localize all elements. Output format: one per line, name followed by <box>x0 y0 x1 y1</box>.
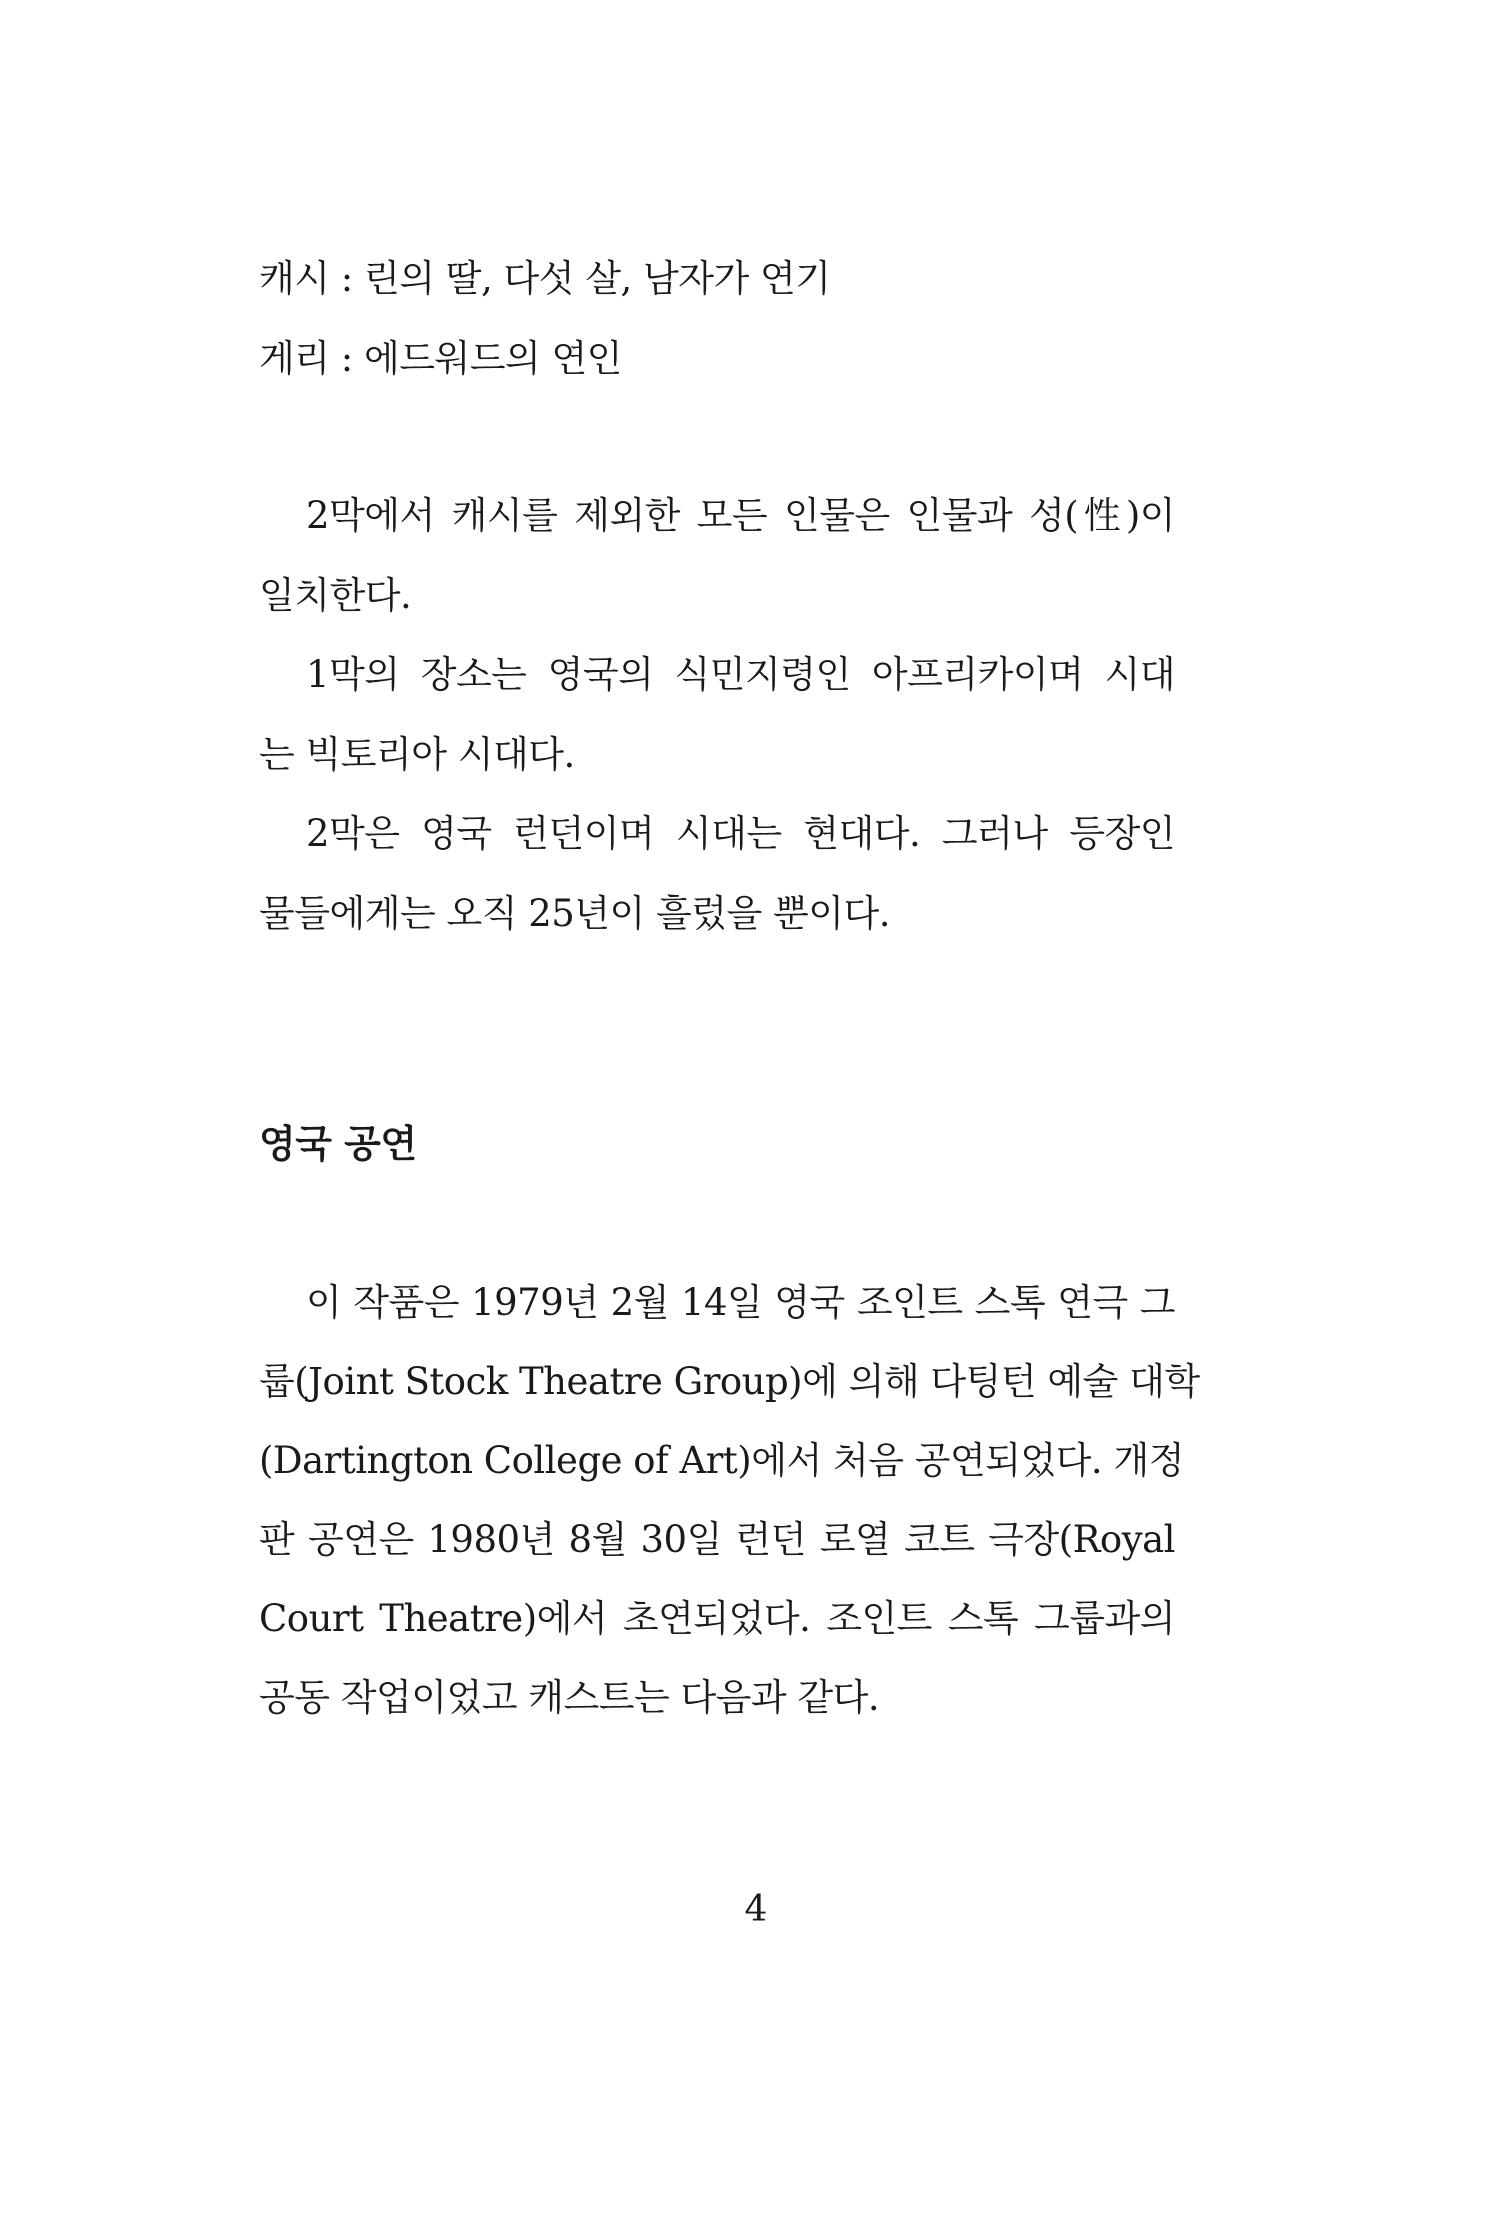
note-line: 1막의 장소는 영국의 식민지령인 아프리카이며 시대 <box>306 653 1175 696</box>
section-line: 판 공연은 1980년 8월 30일 런던 로열 코트 극장(Royal <box>259 1518 1175 1561</box>
section-line: 이 작품은 1979년 2월 14일 영국 조인트 스톡 연극 그 <box>306 1281 1175 1324</box>
note-line: 는 빅토리아 시대다. <box>259 733 575 776</box>
section-line: 룹(Joint Stock Theatre Group)에 의해 다팅턴 예술 대학 <box>259 1360 1200 1403</box>
cast-line: 게리 : 에드워드의 연인 <box>259 337 622 380</box>
section-line: Court Theatre)에서 초연되었다. 조인트 스톡 그룹과의 <box>259 1597 1175 1640</box>
section-line: 공동 작업이었고 캐스트는 다음과 같다. <box>259 1676 880 1719</box>
note-line: 물들에게는 오직 25년이 흘렀을 뿐이다. <box>259 892 891 935</box>
note-line: 2막에서 캐시를 제외한 모든 인물은 인물과 성(性)이 <box>306 494 1175 537</box>
note-line: 일치한다. <box>259 574 412 617</box>
cast-line: 캐시 : 린의 딸, 다섯 살, 남자가 연기 <box>259 257 831 300</box>
page-number: 4 <box>744 1889 768 1930</box>
section-heading: 영국 공연 <box>259 1122 417 1166</box>
note-line: 2막은 영국 런던이며 시대는 현대다. 그러나 등장인 <box>306 812 1175 855</box>
section-line: (Dartington College of Art)에서 처음 공연되었다. 개정 <box>259 1439 1184 1482</box>
